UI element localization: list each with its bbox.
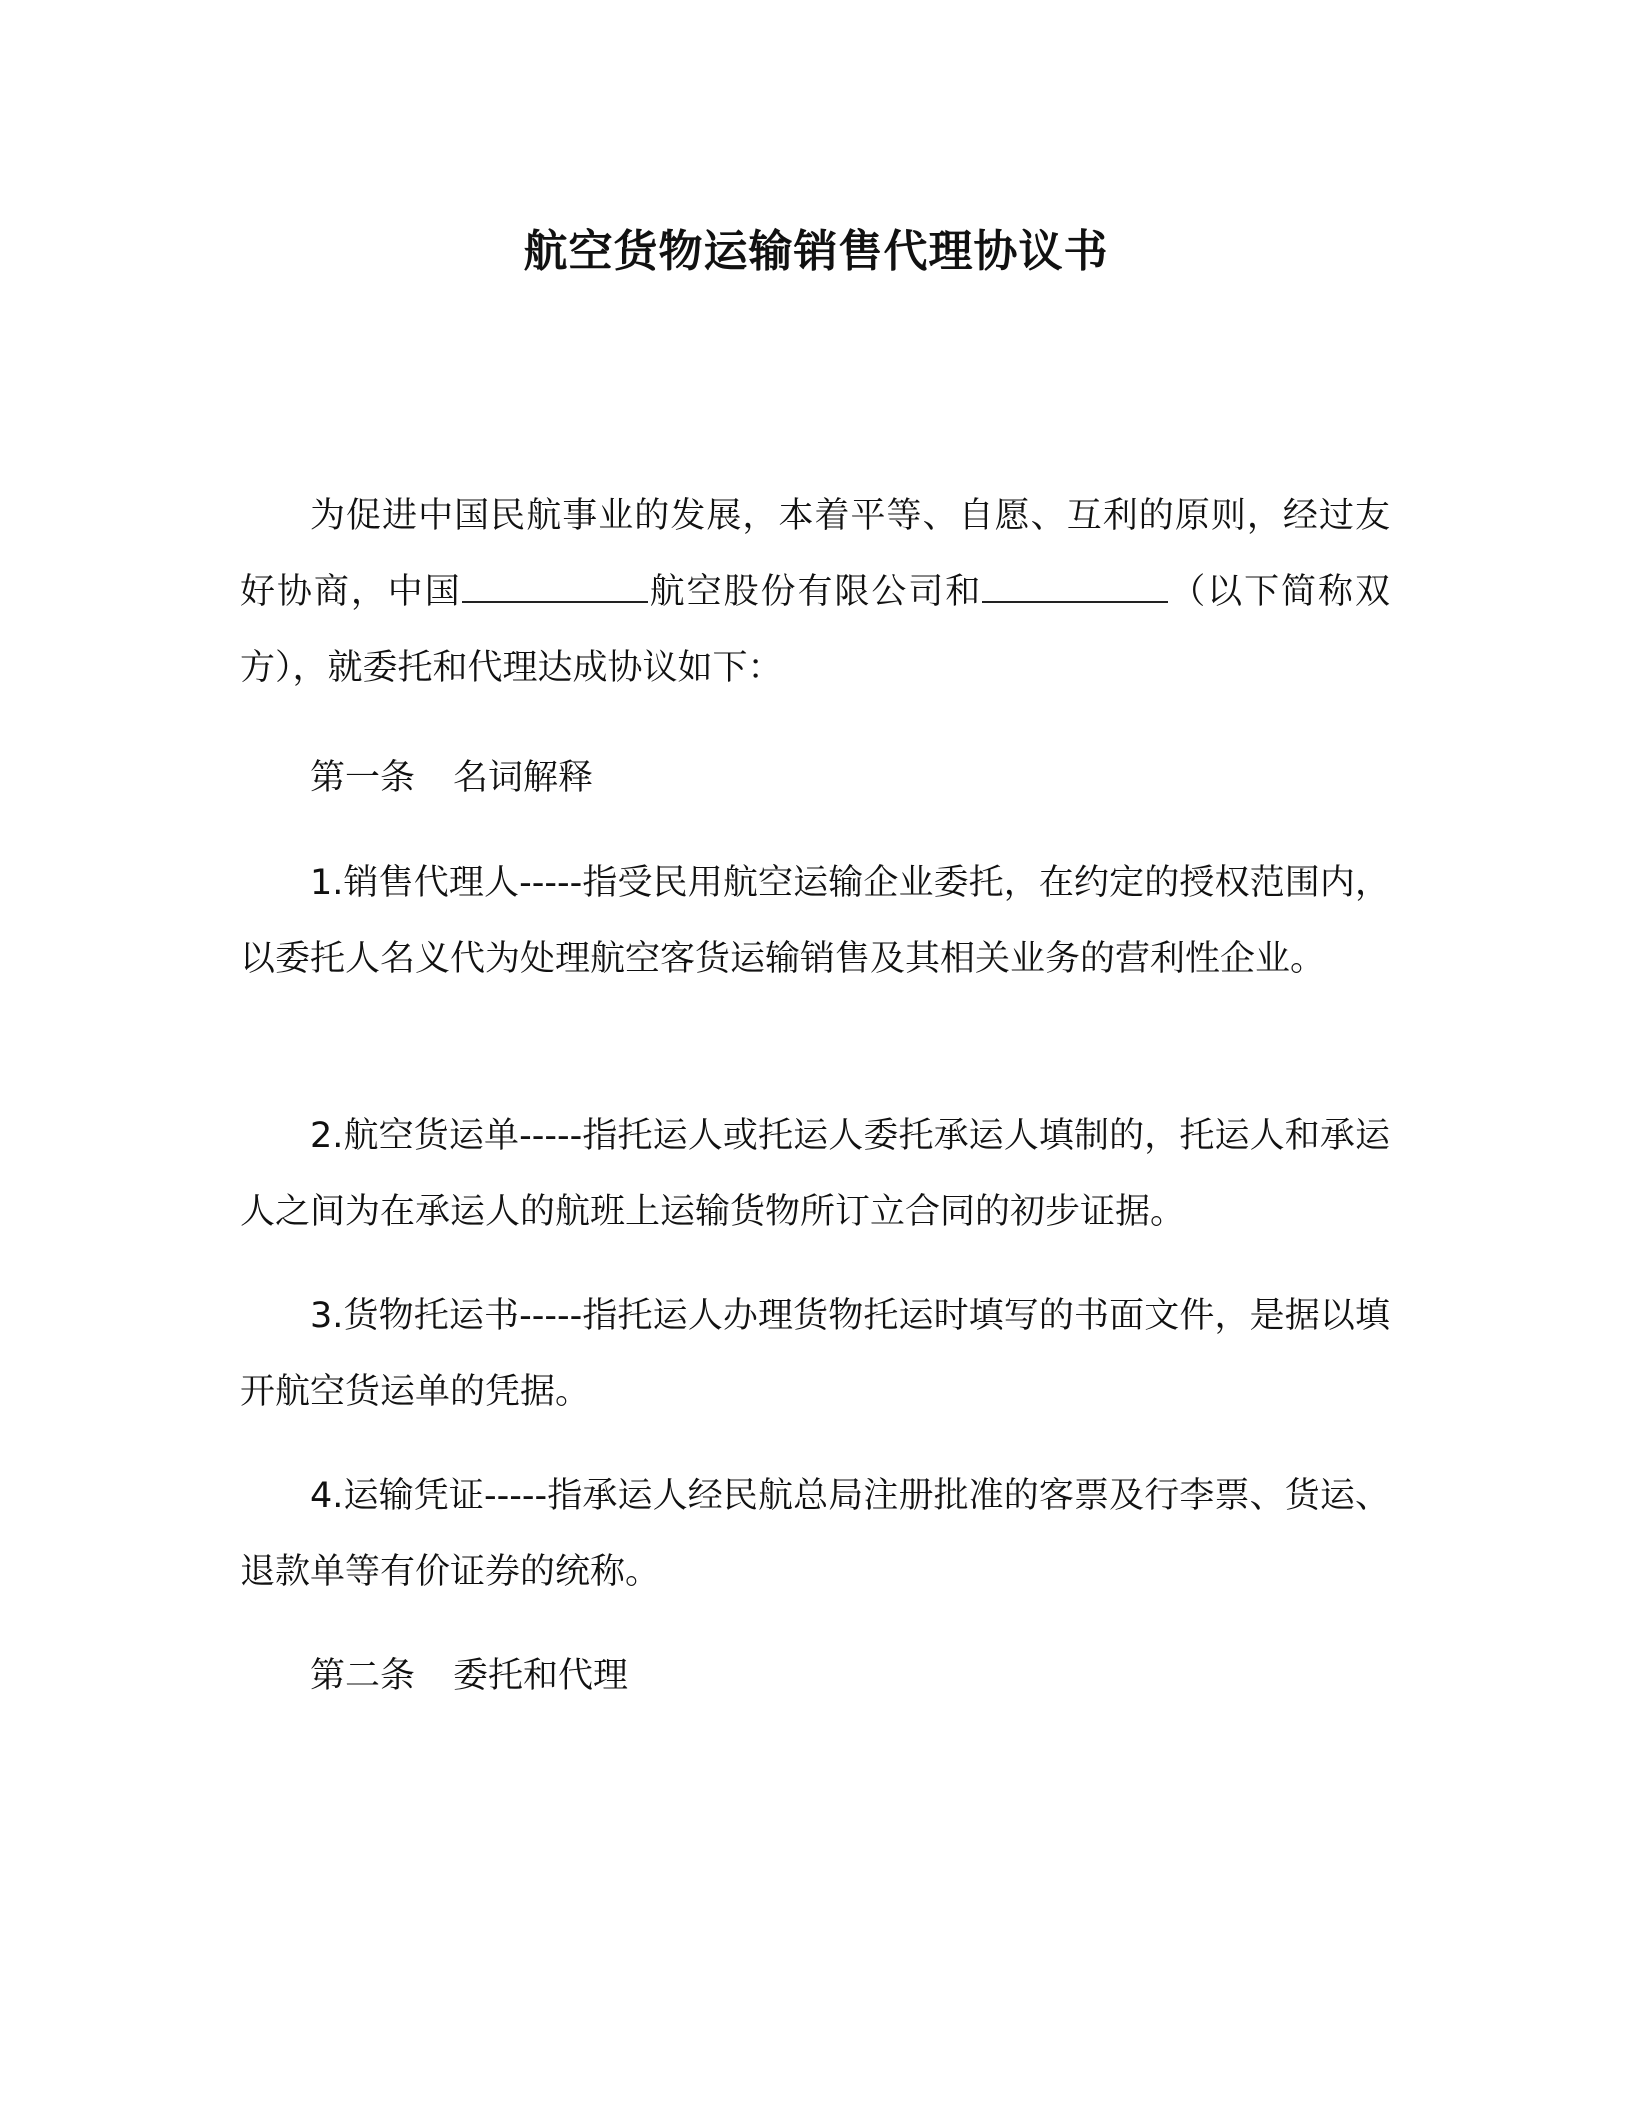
party-b-blank[interactable] (982, 571, 1168, 603)
definition-2 (240, 1098, 1390, 1250)
definition-1 (240, 845, 1390, 997)
article-1-title: 名词解释 (453, 758, 594, 798)
definition-item: 4.运输凭证-----指承运人经民航总局注册批准的客票及行李票、货运、退款单等有价证券的统称。 (240, 1476, 1390, 1592)
definition-item: 2.航空货运单-----指托运人或托运人委托承运人填制的，托运人和承运人之间为在承运人的航班上运输货物所订立合同的初步证据。 (240, 1116, 1390, 1232)
intro-text-part2: 航空股份有限公司和 (647, 572, 983, 612)
article-1-number: 第一条 (310, 758, 416, 798)
article-2-number: 第二条 (310, 1656, 416, 1696)
article-2-heading (240, 1638, 1390, 1714)
definition-4 (240, 1458, 1390, 1610)
definition-item: 3.货物托运书-----指托运人办理货物托运时填写的书面文件，是据以填开航空货运单的凭据。 (240, 1296, 1390, 1412)
intro-text-part1: 为促进中国民航事业的发展，本着平等、自愿、互利的原则，经过友好协商，中国 (240, 496, 1390, 612)
intro-paragraph (240, 478, 1390, 706)
party-a-blank[interactable] (462, 571, 648, 603)
document-title: 航空货物运输销售代理协议书 (523, 226, 1109, 277)
intro-paragraph-block (240, 478, 1390, 706)
intro-text-part3: （以下简称双方），就委托和代理达成协议如下： (240, 572, 1390, 688)
definition-item: 1.销售代理人-----指受民用航空运输企业委托，在约定的授权范围内，以委托人名义代为处理航空客货运输销售及其相关业务的营利性企业。 (240, 863, 1390, 979)
article-2-title: 委托和代理 (453, 1656, 629, 1696)
definition-3 (240, 1278, 1390, 1430)
article-1-heading (240, 740, 1390, 816)
